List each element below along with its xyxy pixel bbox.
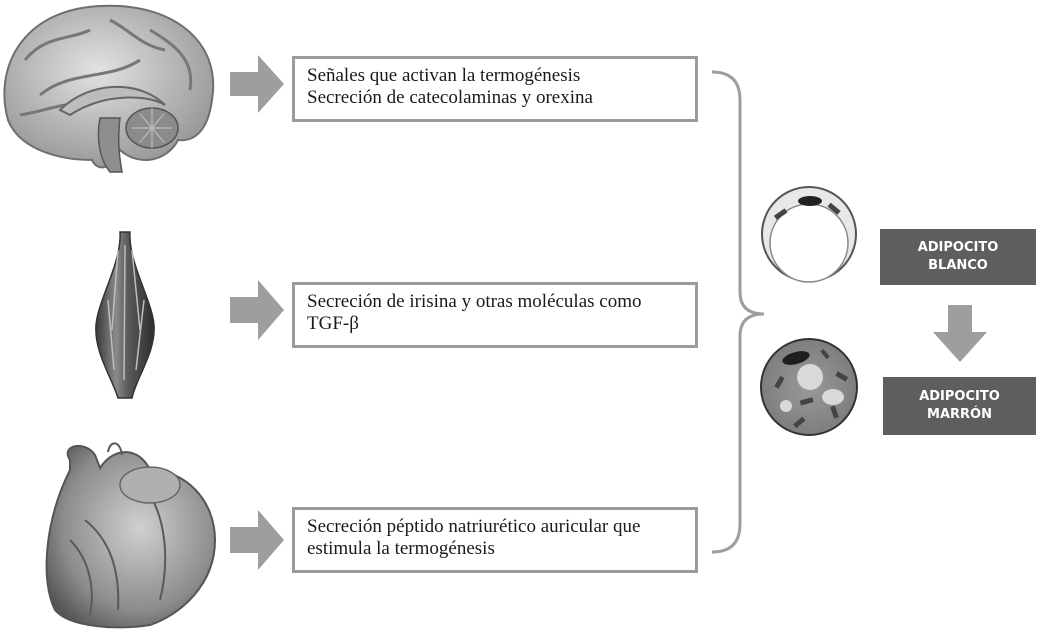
box-brain-line2: Secreción de catecolaminas y orexina <box>307 87 593 108</box>
label-white-adipocyte <box>880 229 1036 285</box>
box-muscle-line1: Secreción de irisina y otras moléculas como <box>307 291 642 312</box>
box-heart-line2: estimula la termogénesis <box>307 538 495 559</box>
box-heart <box>292 507 698 573</box>
box-brain <box>292 56 698 122</box>
box-muscle-line2: TGF-β <box>307 313 359 334</box>
box-muscle <box>292 282 698 348</box>
label-brown-adipocyte <box>883 377 1036 435</box>
arrow-1 <box>230 55 284 113</box>
label-white-line1: ADIPOCITO <box>917 240 999 255</box>
box-heart-line1: Secreción péptido natriurético auricular que <box>307 516 641 537</box>
brace <box>712 72 764 552</box>
down-arrow <box>933 305 987 362</box>
label-brown-line2: MARRÓN <box>927 407 992 422</box>
heart-icon <box>47 443 215 627</box>
brain-icon <box>4 6 213 172</box>
label-brown-line1: ADIPOCITO <box>919 389 1000 404</box>
brown-adipocyte-icon <box>761 339 857 435</box>
muscle-icon <box>96 232 154 398</box>
arrow-2 <box>230 280 284 340</box>
white-adipocyte-icon <box>762 187 856 282</box>
box-brain-line1: Señales que activan la termogénesis <box>307 65 581 86</box>
arrow-3 <box>230 510 284 570</box>
label-white-line2: BLANCO <box>928 258 988 273</box>
